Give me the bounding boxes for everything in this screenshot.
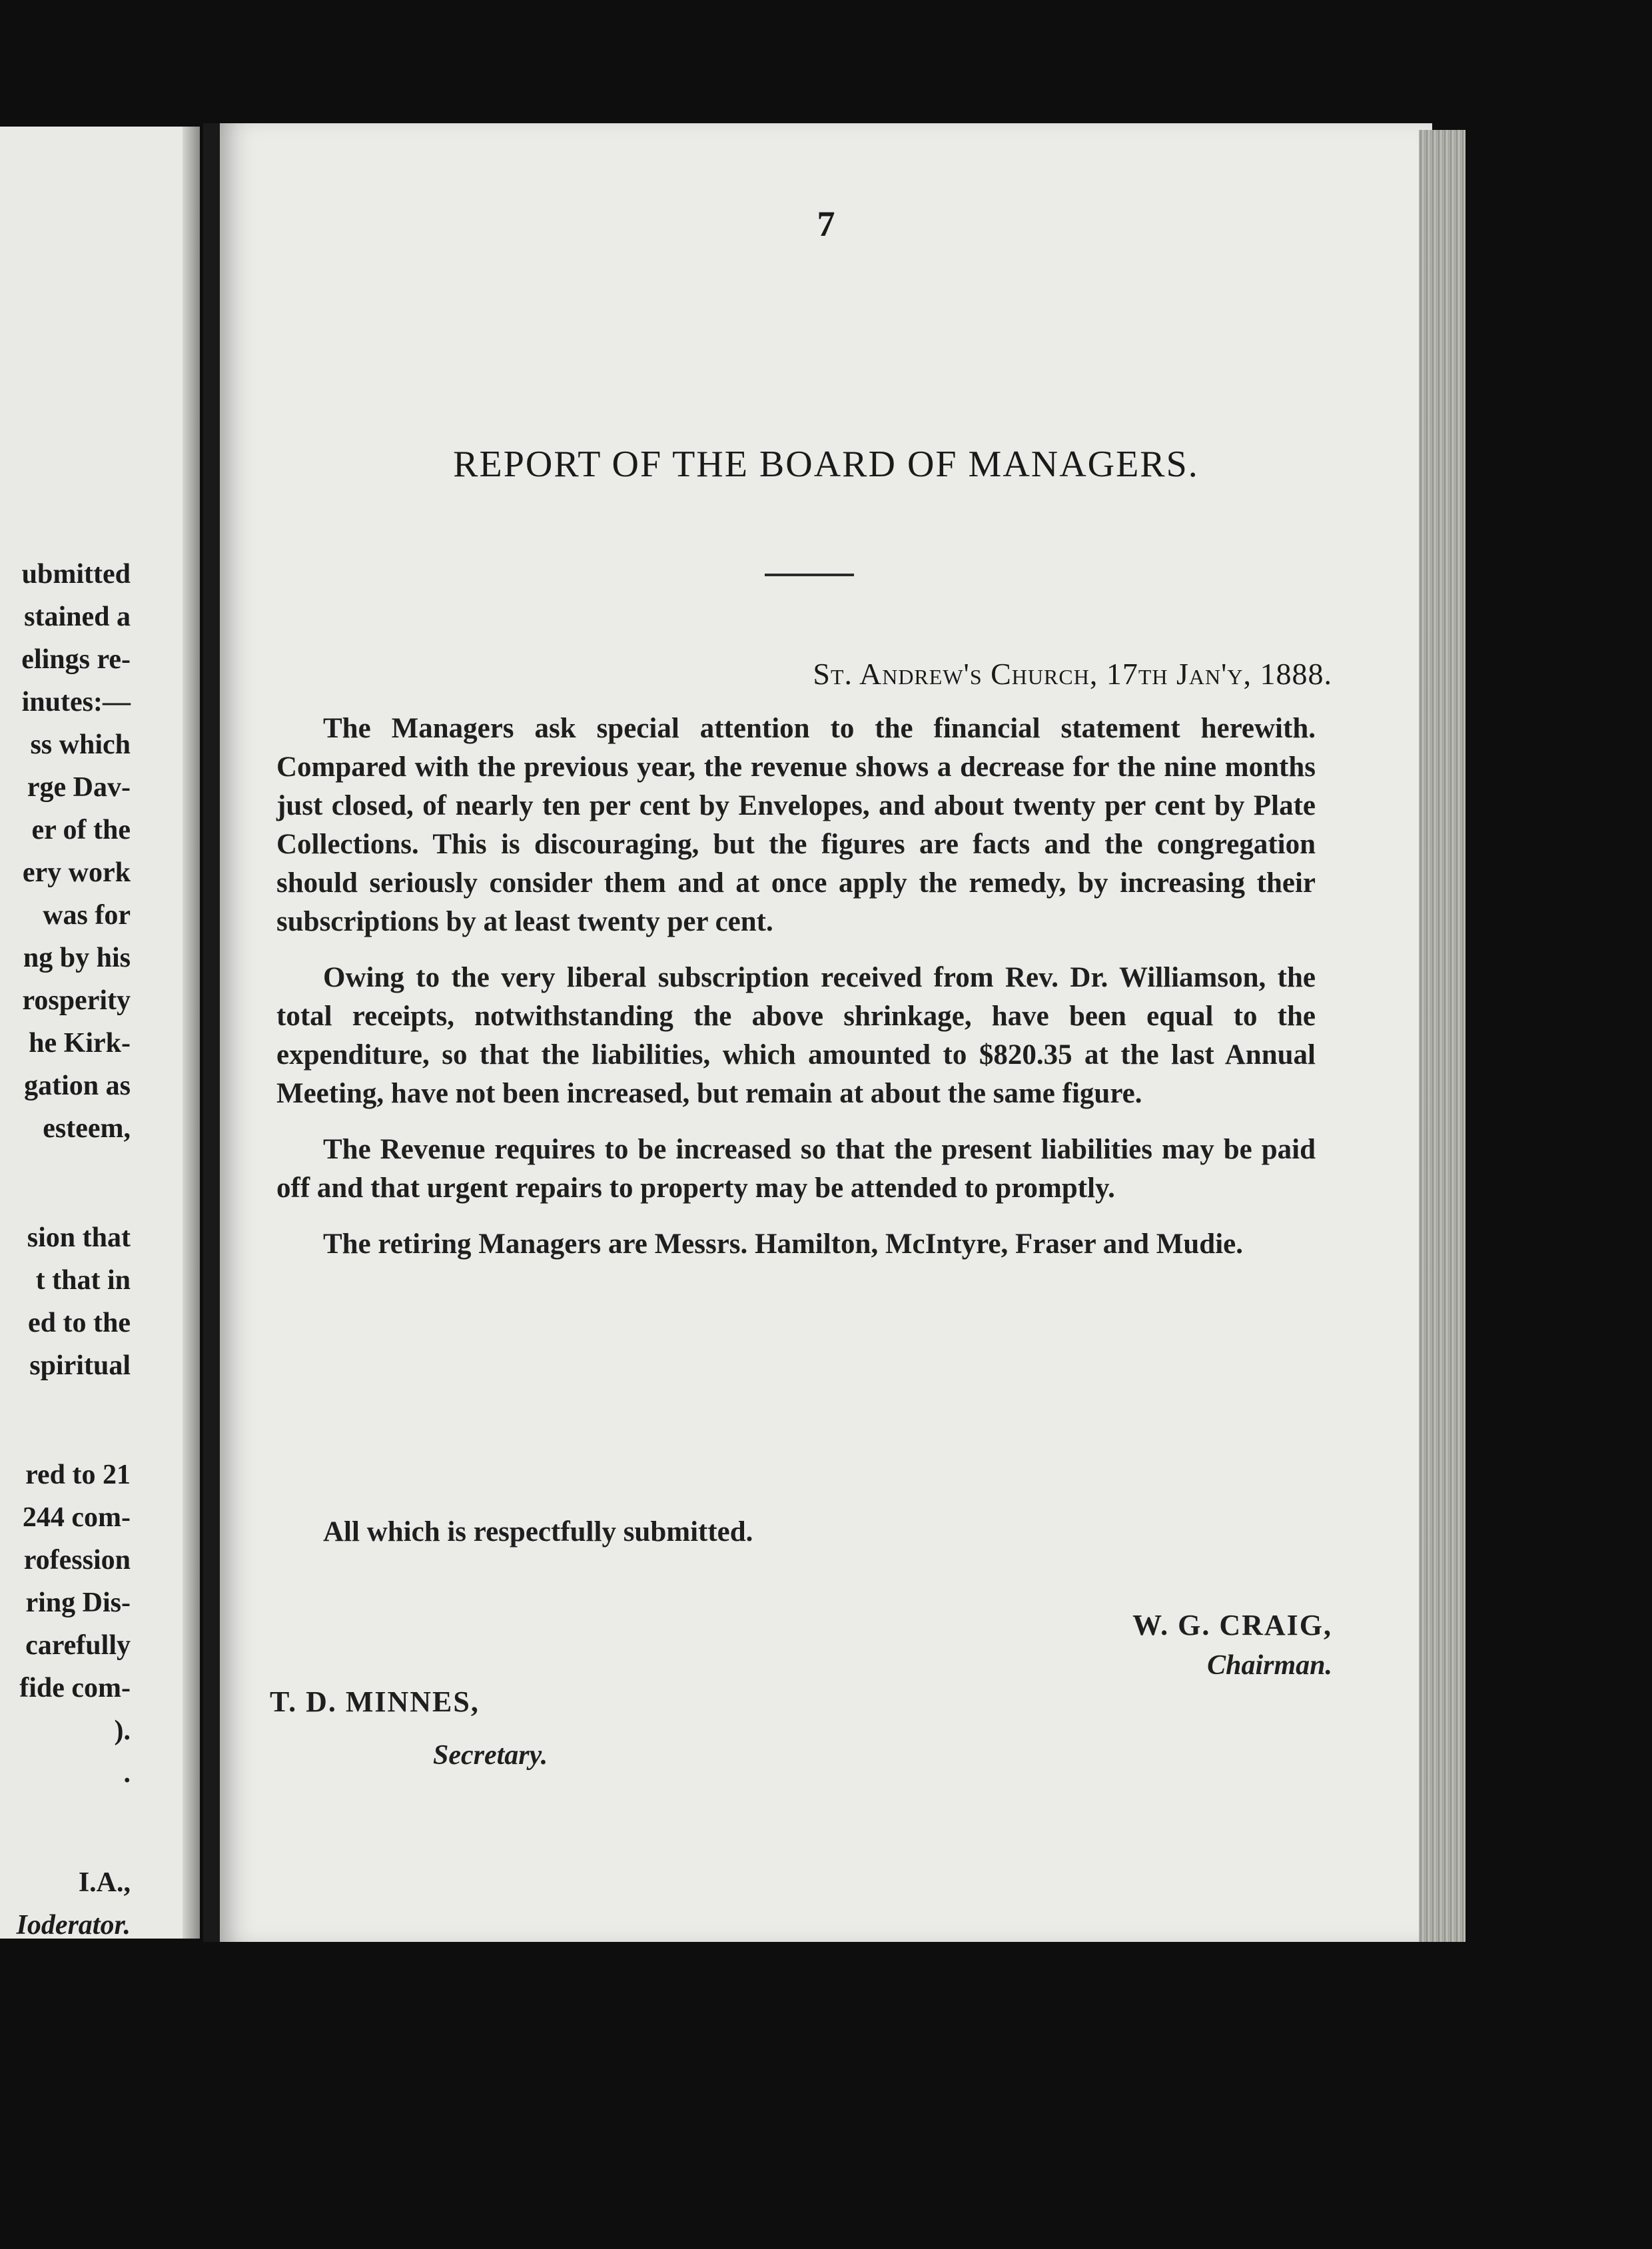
previous-page bbox=[0, 127, 200, 1939]
previous-page-line: ring Dis- bbox=[25, 1587, 131, 1618]
paragraph-retiring-managers: The retiring Managers are Messrs. Hamilton, McIntyre, Fraser and Mudie. bbox=[323, 1228, 1243, 1260]
chairman-name: W. G. CRAIG, bbox=[1132, 1609, 1332, 1641]
page-number: 7 bbox=[817, 204, 835, 244]
report-body bbox=[276, 709, 1316, 1281]
paragraph-gap bbox=[0, 1150, 131, 1216]
previous-page-line: ed to the bbox=[28, 1308, 131, 1338]
previous-page-line: fide com- bbox=[19, 1673, 131, 1703]
previous-page-line: rge Dav- bbox=[27, 772, 131, 803]
report-page bbox=[220, 123, 1432, 1942]
paragraph-gap bbox=[0, 1795, 131, 1861]
secretary-title: Secretary. bbox=[433, 1740, 548, 1771]
page-gutter-shadow bbox=[183, 127, 200, 1939]
previous-page-line: 244 com- bbox=[22, 1502, 131, 1533]
previous-page-line: . bbox=[123, 1758, 131, 1789]
page-edges bbox=[1419, 130, 1465, 1942]
previous-page-line: ng by his bbox=[23, 943, 131, 973]
previous-page-line: ss which bbox=[30, 729, 131, 760]
chairman-title: Chairman. bbox=[1207, 1650, 1332, 1681]
previous-page-line: inutes:— bbox=[21, 687, 131, 717]
previous-page-line: was for bbox=[43, 900, 131, 931]
previous-page-line: I.A., bbox=[78, 1867, 131, 1898]
previous-page-line: stained a bbox=[24, 602, 131, 632]
previous-page-line: carefully bbox=[25, 1630, 131, 1661]
paragraph-liabilities: Owing to the very liberal subscription received from Rev. Dr. Williamson, the total receipts, notwithstanding the above shrinkage, have been equal to the expenditure, so that the liabilities, which amounted to $820.35 at the last Annual Meeting, have not been increased, but remain at about the same figure. bbox=[276, 962, 1316, 1109]
previous-page-line: rofession bbox=[23, 1545, 131, 1575]
secretary-name: T. D. MINNES, bbox=[270, 1685, 480, 1718]
previous-page-line: t that in bbox=[35, 1265, 131, 1296]
chairman-signature bbox=[1132, 1605, 1332, 1685]
previous-page-line: sion that bbox=[27, 1222, 131, 1253]
previous-page-line: ubmitted bbox=[21, 559, 131, 590]
previous-page-line: ery work bbox=[22, 857, 131, 888]
paragraph-gap bbox=[0, 1387, 131, 1454]
previous-page-line: er of the bbox=[31, 815, 131, 845]
paragraph-financial-statement: The Managers ask special attention to the financial statement herewith. Compared with the previous year, the revenue shows a decrease for the nine months just closed, of nearly ten per cent by Envelopes, and about twenty per cent by Plate Collections. This is discouraging, but the figures are facts and the congregation should seriously consider them and at once apply the remedy, by increasing their subscriptions by at least twenty per cent. bbox=[276, 713, 1316, 937]
previous-page-line: elings re- bbox=[21, 644, 131, 675]
dateline: St. Andrew's Church, 17th Jan'y, 1888. bbox=[813, 657, 1332, 691]
closing-line: All which is respectfully submitted. bbox=[323, 1516, 753, 1548]
previous-page-line: spiritual bbox=[29, 1350, 131, 1381]
previous-page-line: Ioderator. bbox=[16, 1910, 131, 1939]
previous-page-line: gation as bbox=[24, 1071, 131, 1101]
report-title: REPORT OF THE BOARD OF MANAGERS. bbox=[453, 444, 1199, 485]
previous-page-line: he Kirk- bbox=[29, 1028, 131, 1059]
paragraph-revenue: The Revenue requires to be increased so that the present liabilities may be paid off and that urgent repairs to property may be attended to promptly. bbox=[276, 1134, 1316, 1204]
previous-page-line: rosperity bbox=[22, 985, 131, 1016]
previous-page-text bbox=[0, 553, 131, 1939]
title-rule bbox=[765, 574, 854, 576]
secretary-signature bbox=[270, 1682, 548, 1775]
previous-page-line: red to 21 bbox=[25, 1460, 131, 1490]
previous-page-line: ). bbox=[114, 1715, 131, 1746]
previous-page-line: esteem, bbox=[43, 1113, 131, 1144]
